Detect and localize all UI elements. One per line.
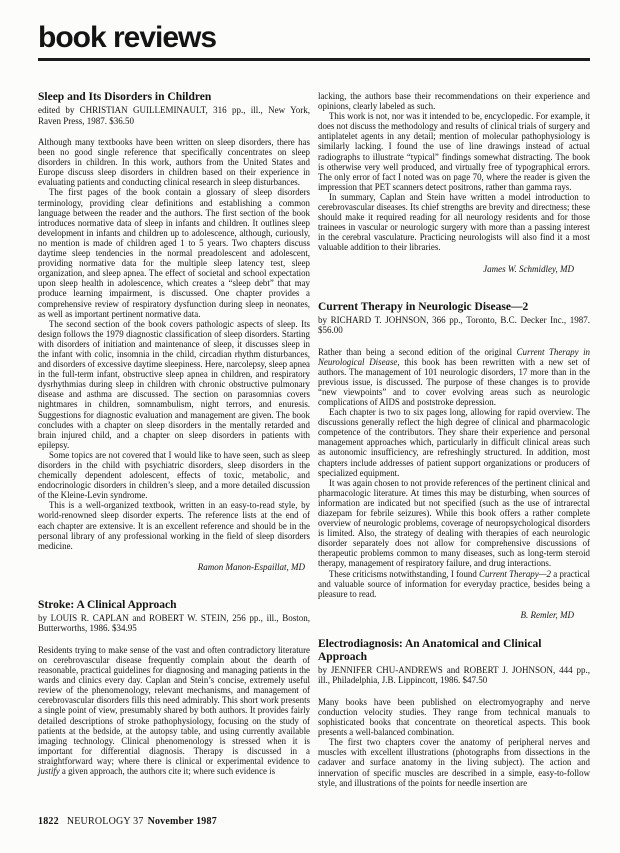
review-title: Electrodiagnosis: An Anatomical and Clinical Approach	[318, 637, 542, 663]
review-current-therapy	[318, 301, 590, 621]
reviewer-signature: James W. Schmidley, MD	[483, 263, 574, 274]
paragraph: Some topics are not covered that I would like to have seen, such as sleep disorders in the child with psychiatric disorders, sleep disorders in the chemically dependent adolescent, effects of toxic, metabolic, and endocrinologic disorders in children’s sleep, and a more detailed discussion of the Kleine-Levin syndrome.	[38, 449, 310, 501]
footer-issue-date: November 1987	[147, 816, 217, 827]
review-title: Stroke: A Clinical Approach	[38, 598, 177, 611]
left-column	[38, 91, 310, 788]
review-stroke	[38, 599, 310, 776]
paragraph: The first two chapters cover the anatomy of peripheral nerves and muscles with excellent illustrations (photographs from dissections in the cadaver and surface anatomy in the living subject). The action and innervation of specific muscles are described in a simple, easy-to-follow style, and illustrations of the points for needle insertion are	[318, 737, 590, 788]
paragraph: These criticisms notwithstanding, I found Current Therapy—2 a practical and valuable source of information for everyday practice, besides being a pleasure to read.	[318, 568, 590, 599]
paragraph: Each chapter is two to six pages long, allowing for rapid overview. The discussions generally reflect the high degree of clinical and pharmacologic competence of the contributors. They share their experience and personal management approaches which, particularly in difficult clinical areas such as autonomic insufficiency, are refreshingly structured. In addition, most chapters include addresses of patient support organizations or producers of specialized equipment.	[318, 407, 590, 478]
review-byline: edited by CHRISTIAN GUILLEMINAULT, 316 pp., ill., New York, Raven Press, 1987. $36.50	[38, 105, 310, 126]
reviewer-signature: B. Remler, MD	[520, 609, 574, 620]
footer-page-number: 1822	[38, 816, 59, 827]
paragraph: It was again chosen to not provide references of the pertinent clinical and pharmacologic literature. At times this may be disturbing, when sources of information are indicated but not specified (such as the use of intrarectal diazepam for febrile seizures). While this book offers a rather complete overview of neurologic problems, coverage of neuropsychological disorders is limited. Also, the strategy of dealing with therapies of each neurologic disorder separately does not allow for comprehensive discussions of therapeutic problems common to many diseases, such as long-term steroid therapy, management of respiratory failure, and drug interactions.	[318, 477, 590, 569]
paragraph: Many books have been published on electromyography and nerve conduction velocity studies. They range from technical manuals to sophisticated books that concentrate on theoretical aspects. This book presents a well-balanced combination.	[318, 696, 590, 738]
review-byline: by JENNIFER CHU-ANDREWS and ROBERT J. JOHNSON, 444 pp., ill., Philadelphia, J.B. Lippincott, 1986. $47.50	[318, 664, 590, 686]
paragraph: The second section of the book covers pathologic aspects of sleep. Its design follows the 1979 diagnostic classification of sleep disorders. Starting with disorders of initiation and maintenance of sleep, it discusses sleep in the infant with colic, insomnia in the child, circadian rhythm disturbances, and disorders of excessive daytime sleepiness. Here, narcolepsy, sleep apnea in the full-term infant, obstructive sleep apnea in children, and respiratory dysrhythmias during sleep in children with chronic obstructive pulmonary disease and asthma are discussed. The section on parasomnias covers nightmares in children, somnambulism, night terrors, and enuresis. Suggestions for diagnostic evaluation and management are given. The book concludes with a chapter on sleep disorders in the mentally retarded and brain injured child, and a chapter on sleep disorders in patients with epilepsy.	[38, 318, 310, 450]
page-title: book reviews	[38, 21, 217, 54]
masthead-rule	[38, 58, 590, 61]
paragraph: lacking, the authors base their recommendations on their experience and opinions, clearly labeled as such.	[318, 91, 590, 112]
review-byline: by RICHARD T. JOHNSON, 366 pp., Toronto, B.C. Decker Inc., 1987. $56.00	[318, 314, 590, 335]
two-column-layout	[38, 91, 590, 788]
reviewer-signature: Ramon Manon-Espaillat, MD	[197, 561, 305, 572]
paragraph: Although many textbooks have been written on sleep disorders, there has been no good single reference that specifically concentrates on sleep disorders in children. In this work, authors from the United States and Europe discuss sleep disorders in children based on their experience in evaluating patients and conducting clinical research in sleep disturbances.	[38, 137, 310, 188]
paragraph: This work is not, nor was it intended to be, encyclopedic. For example, it does not discuss the methodology and results of clinical trials of surgery and antiplatelet agents in any detail; mention of molecular pathophysiology is similarly lacking. I found the use of line drawings instead of actual radiographs to illustrate “typical” findings somewhat distracting. The book is otherwise very well produced, and virtually free of typographical errors. The only error of fact I noted was on page 70, where the reader is given the impression that PET scanners detect positrons, rather than gamma rays.	[318, 111, 590, 192]
paragraph: This is a well-organized textbook, written in an easy-to-read style, by world-renowned sleep disorder experts. The reference lists at the end of each chapter are extensive. It is an excellent reference and should be in the personal library of any professional working in the field of sleep disorders medicine.	[38, 500, 310, 551]
review-sleep-disorders	[38, 91, 310, 573]
review-stroke-continued	[318, 91, 590, 275]
paragraph: In summary, Caplan and Stein have written a model introduction to cerebrovascular diseases. Its chief strengths are brevity and directness; these should make it required reading for all neurology residents and for those trainees in vascular or neurologic surgery with more than a passing interest in the cerebral vasculature. Practicing neurologists will also find it a most valuable addition to their libraries.	[318, 191, 590, 253]
paragraph: Residents trying to make sense of the vast and often contradictory literature on cerebrovascular disease frequently complain about the dearth of reasonable, practical guidelines for diagnosing and managing patients in the wards and clinics every day. Caplan and Stein’s concise, extremely useful review of the phenomenology, relevant mechanisms, and management of cerebrovascular disorders fills this need admirably. This short work presents a single point of view, presumably shared by both authors. It provides fairly detailed descriptions of stroke pathophysiology, focusing on the study of patients at the bedside, at the autopsy table, and using currently available imaging technology. Clinical phenomenology is stressed when it is important for differential diagnosis. Therapy is discussed in a straightforward way; where there is clinical or experimental evidence to justify a given approach, the authors cite it; where such evidence is	[38, 644, 310, 776]
paragraph: Rather than being a second edition of the original Current Therapy in Neurological Disease, this book has been rewritten with a new set of authors. The management of 101 neurologic disorders, 17 more than in the previous issue, is discussed. The purpose of these changes is to provide “new viewpoints” and to cover evolving areas such as neurologic complications of AIDS and poststroke depression.	[318, 346, 590, 407]
review-electrodiagnosis	[318, 638, 590, 788]
footer-journal-name: NEUROLOGY 37	[66, 816, 144, 827]
page-footer	[38, 816, 217, 828]
review-title: Sleep and Its Disorders in Children	[38, 91, 212, 103]
right-column	[318, 91, 590, 788]
review-byline: by LOUIS R. CAPLAN and ROBERT W. STEIN, 256 pp., ill., Boston, Butterworths, 1986. $34.95	[38, 612, 310, 634]
review-title: Current Therapy in Neurologic Disease—2	[318, 300, 529, 313]
paragraph: The first pages of the book contain a glossary of sleep disorders terminology, providing clear definitions and establishing a common language between the reader and the authors. The first section of the book introduces normative data of sleep in infants and children. It outlines sleep development in infants and children up to adolescence, although, curiously, no mention is made of children aged 1 to 5 years. Two chapters discuss daytime sleep tendencies in the normal preadolescent and adolescent, providing normative data for the multiple sleep latency test, sleep organization, and sleep apnea. The effect of societal and school expectation upon sleep health in adolescence, which creates a “sleep debt” that may produce learning impairment, is discussed. One chapter provides a comprehensive review of respiratory dysfunction during sleep in neonates, as well as important pertinent normative data.	[38, 187, 310, 319]
